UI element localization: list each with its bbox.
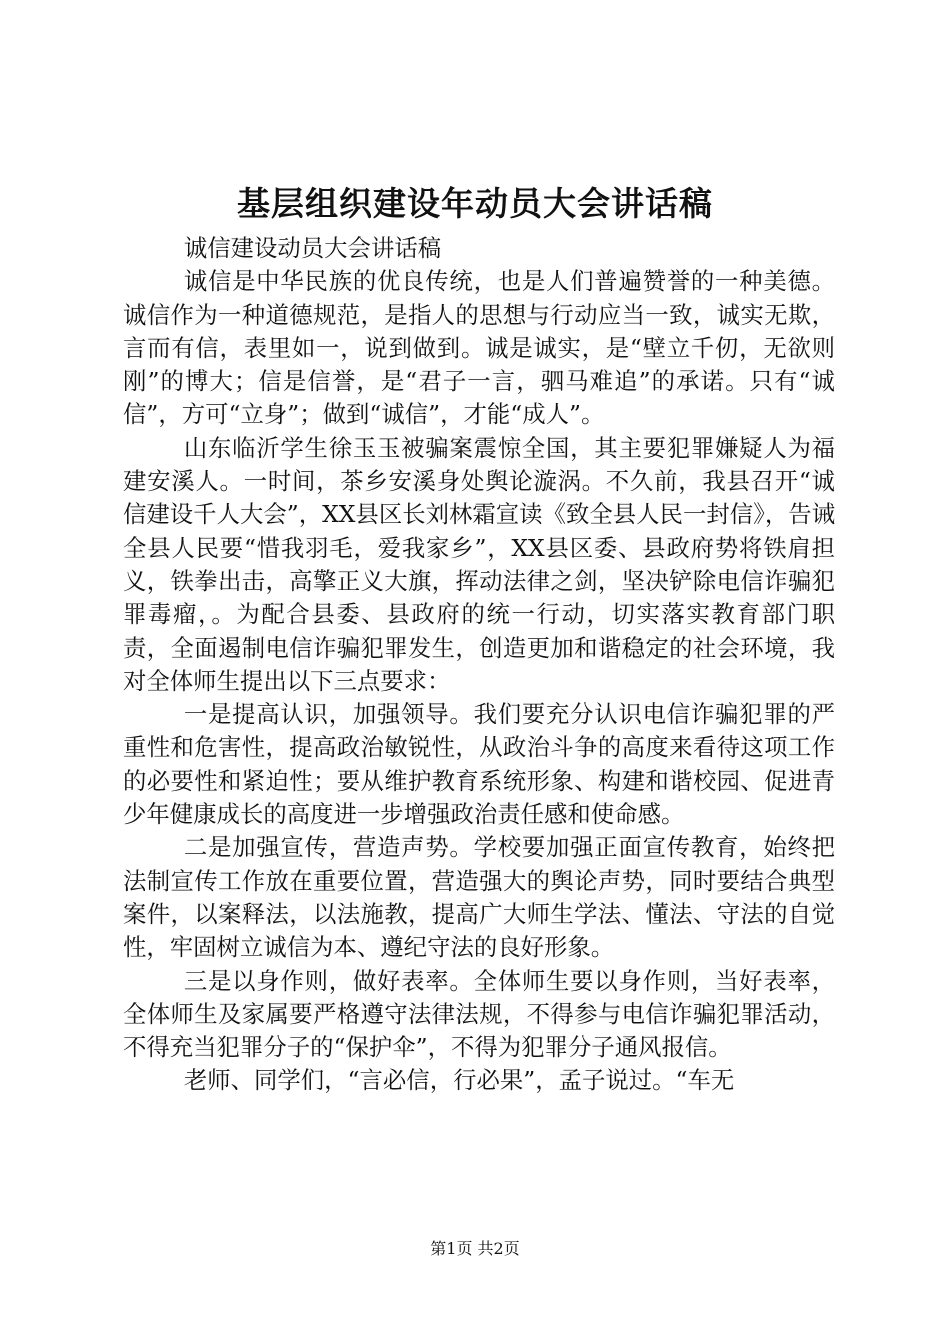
body-paragraph: 三是以身作则，做好表率。全体师生要以身作则，当好表率，全体师生及家属要严格遵守法律法规，不得参与电信诈骗犯罪活动，不得充当犯罪分子的“保护伞”，不得为犯罪分子通风报信。 bbox=[123, 966, 835, 1062]
subtitle-paragraph: 诚信建设动员大会讲话稿 bbox=[183, 234, 442, 262]
body-paragraph: 山东临沂学生徐玉玉被骗案震惊全国，其主要犯罪嫌疑人为福建安溪人。一时间，茶乡安溪身处舆论漩涡。不久前，我县召开“诚信建设千人大会”，XX县区长刘林霜宣读《致全县人民一封信》，告诫全县人民要“惜我羽毛，爱我家乡”，XX县区委、县政府势将铁肩担义，铁拳出击，高擎正义大旗，挥动法律之剑，坚决铲除电信诈骗犯罪毒瘤，。为配合县委、县政府的统一行动，切实落实教育部门职责，全面遏制电信诈骗犯罪发生，创造更加和谐稳定的社会环境，我对全体师生提出以下三点要求： bbox=[123, 433, 835, 695]
body-paragraph: 二是加强宣传，营造声势。学校要加强正面宣传教育，始终把法制宣传工作放在重要位置，营造强大的舆论声势，同时要结合典型案件，以案释法，以法施教，提高广大师生学法、懂法、守法的自觉性，牢固树立诚信为本、遵纪守法的良好形象。 bbox=[123, 833, 835, 962]
body-paragraph: 诚信是中华民族的优良传统，也是人们普遍赞誉的一种美德。诚信作为一种道德规范，是指人的思想与行动应当一致，诚实无欺，言而有信，表里如一，说到做到。诚是诚实，是“壁立千仞，无欲则刚”的博大；信是信誉，是“君子一言，驷马难追”的承诺。只有“诚信”，方可“立身”；做到“诚信”，才能“成人”。 bbox=[123, 267, 835, 429]
page-number-footer: 第1页 共2页 bbox=[430, 1239, 520, 1258]
body-paragraph: 老师、同学们，“言必信，行必果”，孟子说过。“车无 bbox=[183, 1066, 735, 1095]
document-body bbox=[123, 232, 835, 1098]
document-title: 基层组织建设年动员大会讲话稿 bbox=[237, 184, 713, 223]
body-paragraph: 一是提高认识，加强领导。我们要充分认识电信诈骗犯罪的严重性和危害性，提高政治敏锐性，从政治斗争的高度来看待这项工作的必要性和紧迫性；要从维护教育系统形象、构建和谐校园、促进青少年健康成长的高度进一步增强政治责任感和使命感。 bbox=[123, 700, 835, 829]
